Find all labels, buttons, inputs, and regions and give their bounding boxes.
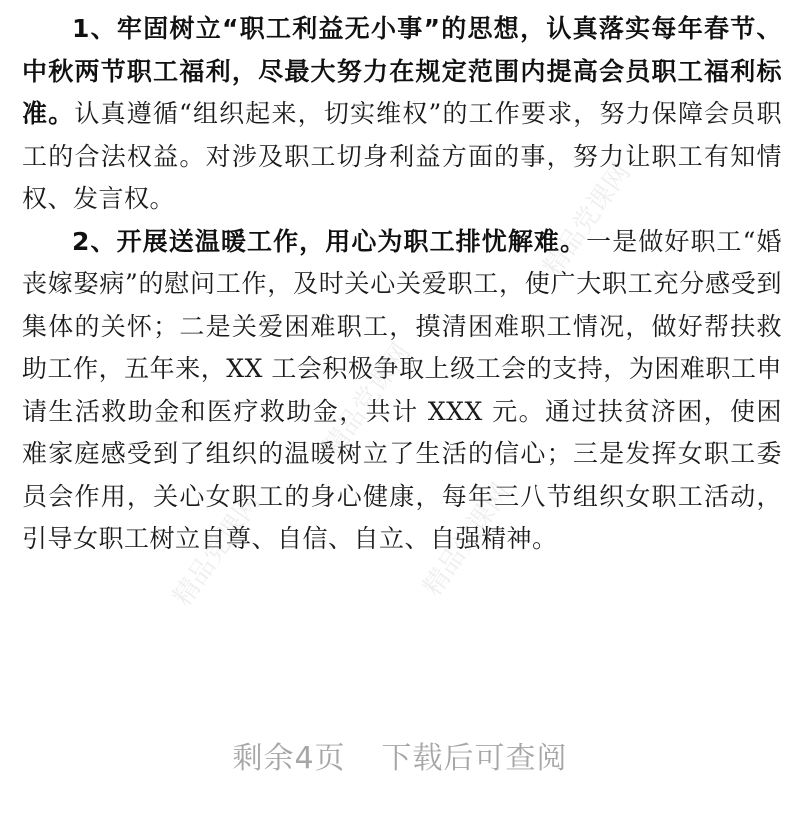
remaining-pages-label: 剩余4页 <box>232 741 346 776</box>
download-prompt[interactable] <box>0 733 800 777</box>
paragraph-1-heading: 1、牢固树立“职工利益无小事”的思想，认真落实每年春节、中秋两节职工福利，尽最大努力在规定范围内提高会员职工福利标准。 <box>22 14 782 128</box>
document-body <box>22 8 782 561</box>
paragraph-1 <box>22 8 782 221</box>
paragraph-2-text: 一是做好职工“婚丧嫁娶病”的慰问工作，及时关心关爱职工，使广大职工充分感受到集体的关怀；二是关爱困难职工，摸清困难职工情况，做好帮扶救助工作，五年来，XX 工会积极争取上级工会的支持，为困难职工申请生活救助金和医疗救助金，共计 XXX 元。通过扶贫济困，使困难家庭感受到了组织的温暖树立了生活的信心；三是发挥女职工委员会作用，关心女职工的身心健康，每年三八节组织女职工活动，引导女职工树立自尊、自信、自立、自强精神。 <box>22 226 782 553</box>
watermark: 精品党课网 <box>537 158 637 282</box>
paragraph-2-heading: 2、开展送温暖工作，用心为职工排忧解难。 <box>72 226 587 256</box>
paragraph-1-text: 认真遵循“组织起来，切实维权”的工作要求，努力保障会员职工的合法权益。对涉及职工切身利益方面的事，努力让职工有知情权、发言权。 <box>22 99 782 213</box>
download-to-view-label: 下载后可查阅 <box>381 741 568 776</box>
watermark: 精品党课网 <box>417 478 517 602</box>
watermark: 精品党课网 <box>317 338 417 462</box>
paragraph-2 <box>22 221 782 561</box>
watermark: 精品党课网 <box>167 488 267 612</box>
